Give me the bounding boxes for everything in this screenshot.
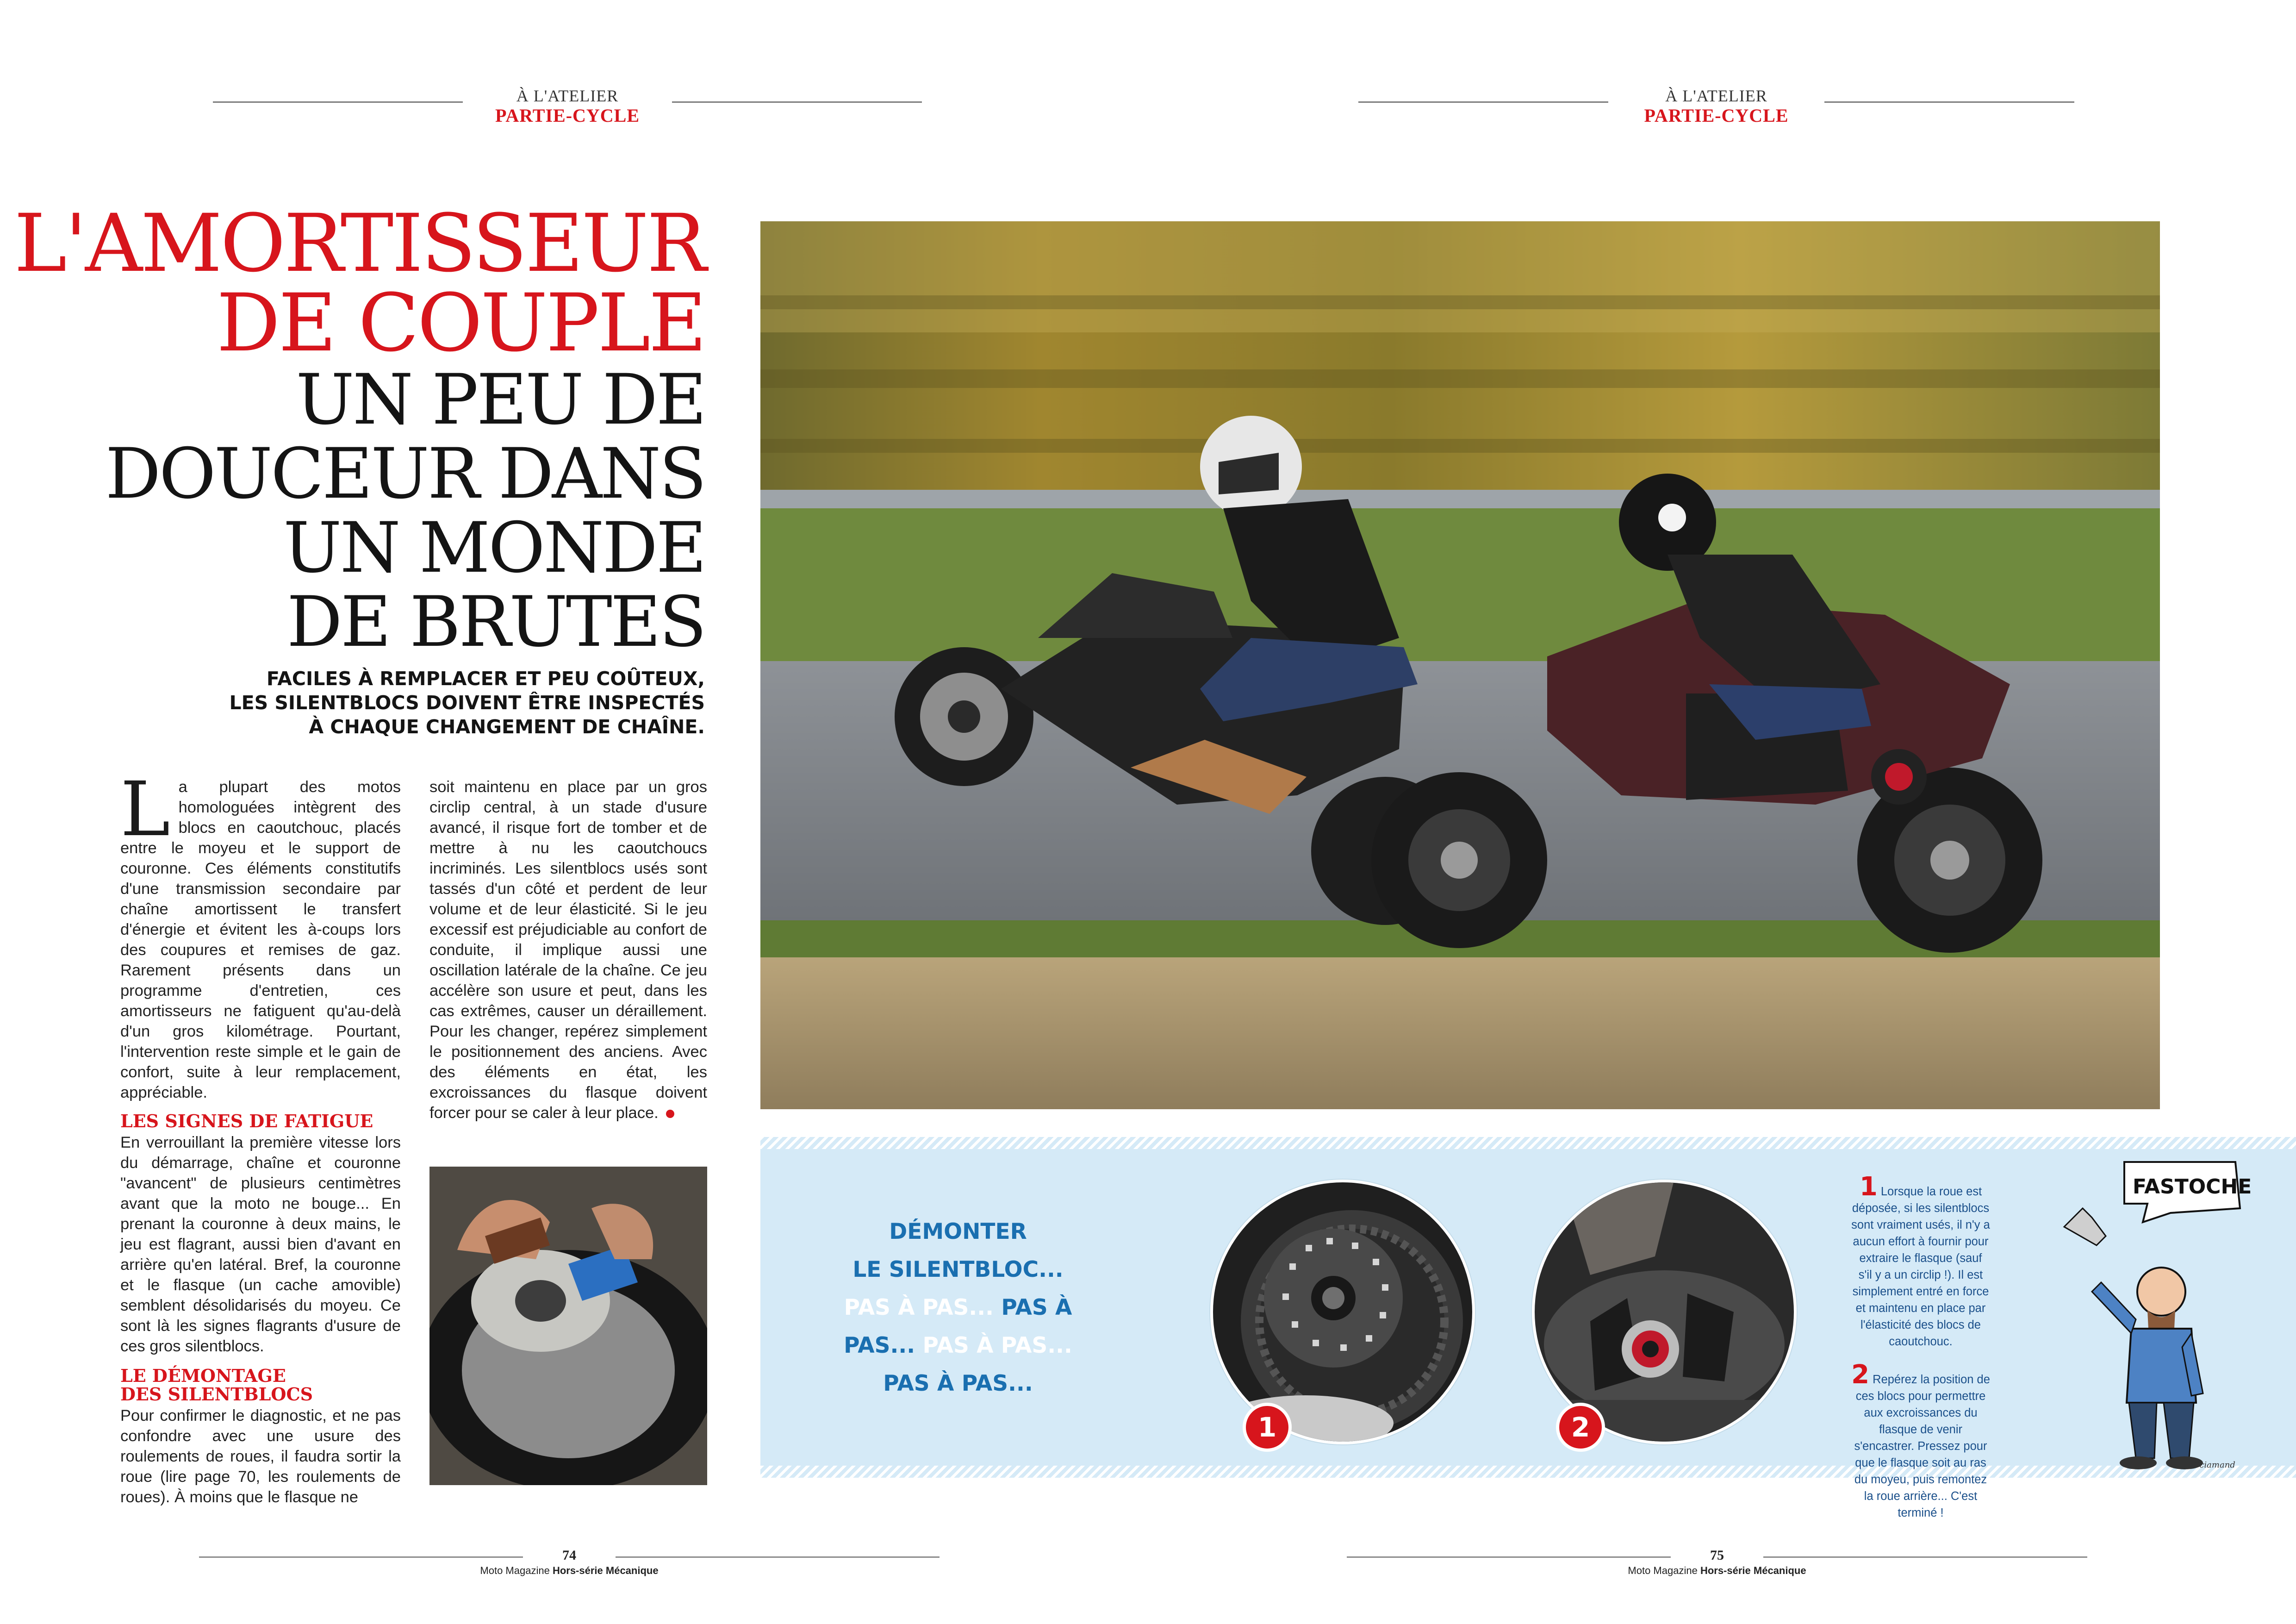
paragraph-text: soit maintenu en place par un gros circlip central, à un stade d'usure avancé, il risque fort de tomber et de mettre à nu les caoutchoucs incriminés. Les silentblocs usés sont tassés d'un côté et perdent de leur volume et de leur élasticité. Si le jeu excessif est préjudiciable au confort de conduite, il implique aussi une oscillation latérale de la chaîne. Ce jeu accélère son usure et peut, dans les cas extrêmes, causer un déraillement. Pour les changer, repérez simplement le positionnement des anciens. Avec des éléments en état, les excroissances du flasque doivent forcer pour se caler à leur place. bbox=[429, 778, 707, 1122]
subhead-line: LE DÉMONTAGE bbox=[120, 1365, 286, 1386]
headline-line: DE BRUTES bbox=[286, 582, 705, 662]
publication-light: Moto Magazine bbox=[1628, 1565, 1700, 1576]
step-2-badge: 2 bbox=[1556, 1403, 1605, 1452]
step-text: Lorsque la roue est déposée, si les silentblocs sont vraiment usés, il n'y a aucun effort à fournir pour extraire le flasque (sauf s'il y a un circlip !). Il est simplement entré en force et maintenu en place par l'élasticité des blocs de caoutchouc. bbox=[1851, 1185, 1990, 1348]
panel-title-line bbox=[828, 1327, 1088, 1365]
drop-cap: L bbox=[120, 766, 170, 853]
pas-blue: PAS... bbox=[844, 1333, 915, 1358]
header-rule-left bbox=[213, 101, 463, 103]
wheel-hands-illustration bbox=[429, 1167, 707, 1485]
headline-line: UN MONDE bbox=[283, 508, 705, 588]
steps-text bbox=[1851, 1172, 1990, 1537]
paragraph: En verrouillant la première vitesse lors du démarrage, chaîne et couronne "avancent" de plusieurs centimètres avant que la moto ne bouge... En prenant la couronne à deux mains, le jeu est flagrant, aussi bien d'avant en arrière qu'en latéral. Bref, la couronne et le flasque (un cache amovible) semblent désolidarisés du moyeu. Ce sont là les signes flagrants d'usure de ces gros silentblocs. bbox=[120, 1134, 401, 1355]
pas-blue: PAS À bbox=[1001, 1295, 1072, 1320]
header-section: PARTIE-CYCLE bbox=[1644, 105, 1789, 126]
step-1-text bbox=[1851, 1172, 1990, 1350]
step-2-text bbox=[1851, 1360, 1990, 1521]
panel-title-line: LE SILENTBLOC... bbox=[852, 1257, 1064, 1282]
motorcycles-photo bbox=[760, 221, 2160, 1109]
panel-title bbox=[828, 1213, 1088, 1403]
pas-white: PAS À PAS... bbox=[844, 1295, 994, 1320]
headline-line: UN PEU DE bbox=[296, 360, 705, 440]
subhead-fatigue: LES SIGNES DE FATIGUE bbox=[120, 1111, 373, 1131]
cartoon-bubble-text: FASTOCHE ! bbox=[2133, 1175, 2259, 1199]
motorcycles-illustration bbox=[760, 221, 2160, 1109]
step-1-badge: 1 bbox=[1243, 1403, 1292, 1452]
panel-title-line: PAS À PAS... bbox=[883, 1371, 1033, 1396]
headline-line: L'AMORTISSEUR bbox=[14, 197, 705, 290]
deck-line: À CHAQUE CHANGEMENT DE CHAÎNE. bbox=[309, 716, 705, 738]
panel-hatch-top bbox=[760, 1137, 2296, 1149]
end-mark-icon bbox=[666, 1110, 674, 1118]
header-kicker: À L'ATELIER bbox=[1665, 87, 1767, 105]
mechanic-cartoon-illustration bbox=[2055, 1153, 2259, 1472]
wheel-hands-photo bbox=[429, 1167, 707, 1485]
article-column-1 bbox=[120, 766, 401, 1507]
mechanic-cartoon bbox=[2055, 1153, 2259, 1472]
subhead-line: DES SILENTBLOCS bbox=[120, 1384, 313, 1405]
intro-paragraph bbox=[120, 766, 401, 1103]
step-text: Repérez la position de ces blocs pour permettre aux excroissances du flasque de venir s'encastrer. Pressez pour que le flasque soit au ras du moyeu, puis remontez la roue arrière... C'est terminé ! bbox=[1854, 1373, 1990, 1519]
publication-name bbox=[1578, 1565, 1856, 1577]
panel-title-line: DÉMONTER bbox=[889, 1219, 1027, 1244]
hub-flange-illustration bbox=[1213, 1182, 1472, 1442]
header-rule-right bbox=[672, 101, 922, 103]
headline-black bbox=[105, 360, 705, 662]
publication-bold: Hors-série Mécanique bbox=[552, 1565, 659, 1576]
headline-line: DE COUPLE bbox=[216, 276, 705, 369]
publication-light: Moto Magazine bbox=[480, 1565, 553, 1576]
subhead-demontage bbox=[120, 1367, 401, 1404]
header-rule-right bbox=[1824, 101, 2074, 103]
deck-line: LES SILENTBLOCS DOIVENT ÊTRE INSPECTÉS bbox=[229, 692, 705, 714]
paragraph bbox=[429, 777, 707, 1123]
header-rule-left bbox=[1358, 101, 1608, 103]
header-kicker: À L'ATELIER bbox=[516, 87, 619, 105]
headline-red bbox=[14, 197, 705, 369]
intro-text: a plupart des motos homologuées intègrent des blocs en caoutchouc, placés entre le moyeu et le support de couronne. Ces éléments constitutifs d'une transmission secondaire par chaîne amortissent le transfert d'énergie et évitent les à-coups lors des coupures et remises de gaz. Rarement présents dans un programme d'entretien, ces amortisseurs ne fatiguent qu'au-delà d'un gros kilométrage. Pourtant, l'intervention reste simple et le gain de confort, suite à leur remplacement, appréciable. bbox=[120, 778, 401, 1101]
headline-line: DOUCEUR DANS bbox=[105, 434, 705, 514]
article-column-2 bbox=[429, 777, 707, 1123]
deck bbox=[229, 667, 705, 739]
panel-title-line bbox=[828, 1289, 1088, 1327]
paragraph: Pour confirmer le diagnostic, et ne pas confondre avec une usure des roulements de roues, il faudra sortir la roue (lire page 70, les roulements de roues). À moins que le flasque ne bbox=[120, 1407, 401, 1506]
cartoon-signature: Sciamand bbox=[2194, 1460, 2235, 1470]
header-section: PARTIE-CYCLE bbox=[495, 105, 640, 126]
step-number: 2 bbox=[1851, 1360, 1870, 1390]
step-1-photo bbox=[1210, 1180, 1475, 1444]
deck-line: FACILES À REMPLACER ET PEU COÛTEUX, bbox=[266, 668, 705, 690]
step-number: 1 bbox=[1859, 1172, 1878, 1202]
publication-bold: Hors-série Mécanique bbox=[1700, 1565, 1806, 1576]
page-number: 74 bbox=[523, 1548, 616, 1563]
page-number: 75 bbox=[1671, 1548, 1763, 1563]
rubber-blocks-illustration bbox=[1535, 1182, 1794, 1442]
pas-white: PAS À PAS... bbox=[922, 1333, 1072, 1358]
publication-name bbox=[430, 1565, 708, 1577]
